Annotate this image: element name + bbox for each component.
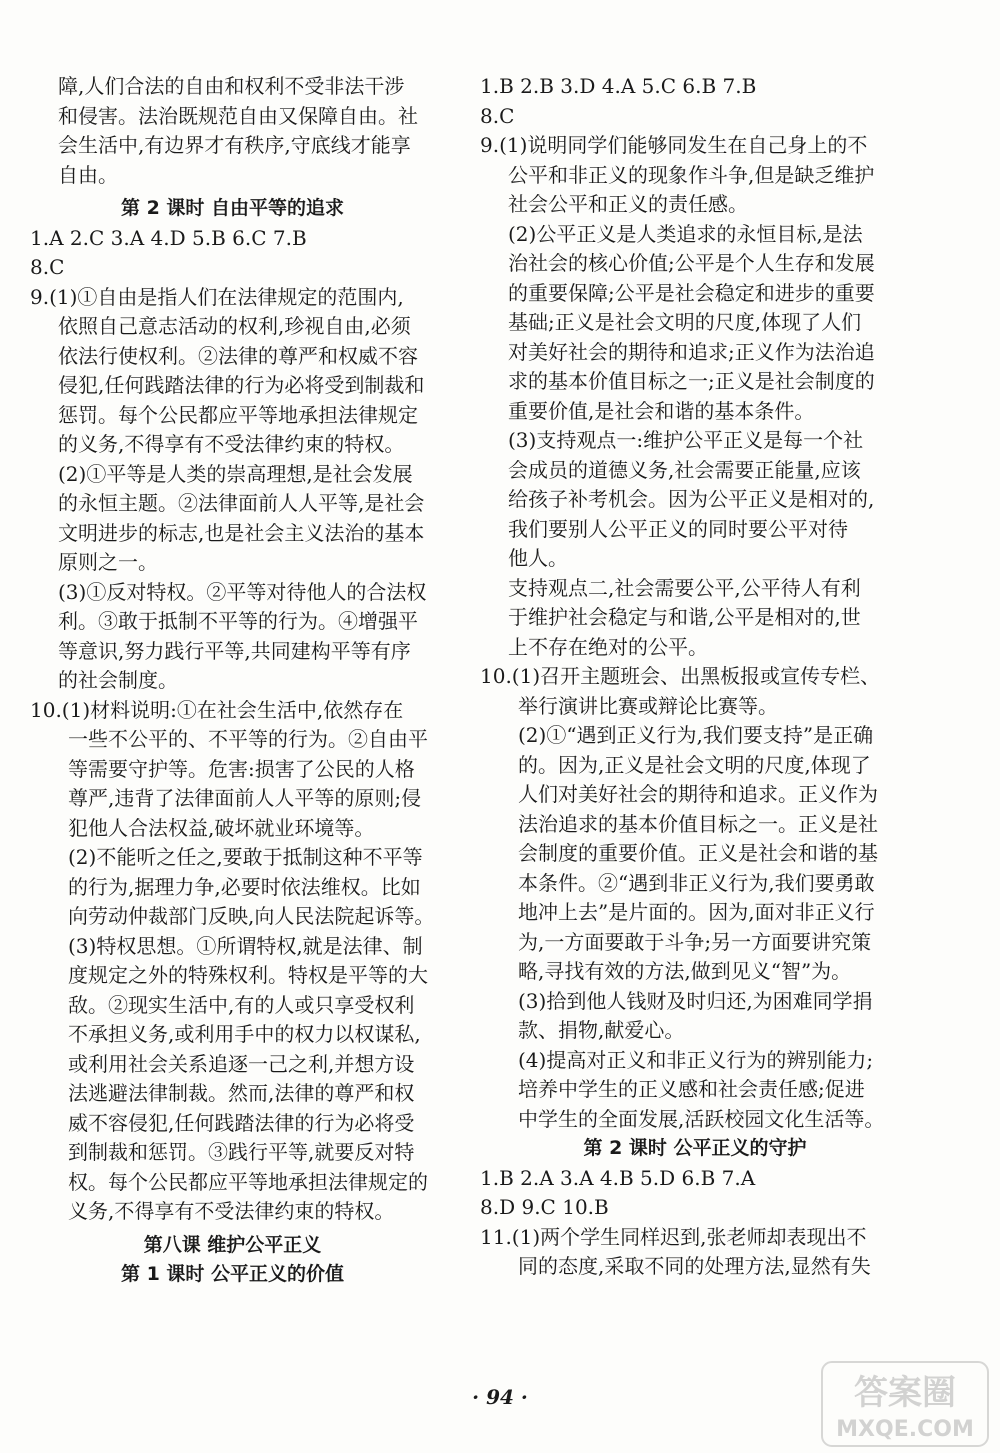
- section-heading-freedom-equality: 第 2 课时 自由平等的追求: [120, 197, 345, 219]
- text-line: 惩罚。每个公民都应平等地承担法律规定: [58, 402, 418, 427]
- lesson-heading-fairness-justice: 第八课 维护公平正义: [143, 1233, 322, 1256]
- text-line: 法治追求的基本价值目标之一。正义是社: [518, 811, 878, 836]
- text-line: (2)不能听之任之,要敢于抵制这种不平等: [68, 845, 423, 869]
- left-column: [30, 72, 435, 1290]
- question-9-part-2: [30, 460, 435, 578]
- text-line: 同的态度,采取不同的处理方法,显然有失: [518, 1254, 871, 1278]
- watermark-logo: [820, 1360, 990, 1448]
- text-line: 9.(1)①自由是指人们在法律规定的范围内,: [30, 284, 404, 309]
- text-line: 1.A 2.C 3.A 4.D 5.B 6.C 7.B: [30, 225, 307, 250]
- text-line: 法逃避法律制裁。然而,法律的尊严和权: [68, 1081, 415, 1105]
- text-line: 8.C: [480, 103, 515, 128]
- text-line: 培养中学生的正义感和社会责任感;促进: [518, 1077, 865, 1101]
- text-line: 社会公平和正义的责任感。: [508, 192, 748, 216]
- text-line: 不承担义务,或利用手中的权力以权谋私,: [68, 1022, 421, 1046]
- text-line: 1.B 2.A 3.A 4.B 5.D 6.B 7.A: [480, 1165, 756, 1190]
- text-line: 威不容侵犯,任何践踏法律的行为必将受: [68, 1110, 415, 1135]
- text-line: 依照自己意志活动的权利,珍视自由,必须: [58, 314, 411, 338]
- text-line: 11.(1)两个学生同样迟到,张老师却表现出不: [480, 1224, 867, 1249]
- question-9-part-3: [480, 426, 910, 662]
- text-line: 基础;正义是社会文明的尺度,体现了人们: [508, 310, 862, 334]
- question-10-part-1: [30, 696, 435, 844]
- text-line: (2)①“遇到正义行为,我们要支持”是正确: [518, 723, 874, 747]
- left-paragraph-continuation: [30, 72, 435, 190]
- text-line: 向劳动仲裁部门反映,向人民法院起诉等。: [68, 904, 435, 928]
- question-11-part-1: [480, 1223, 910, 1282]
- text-line: 原则之一。: [58, 550, 158, 574]
- text-line: 地冲上去”是片面的。因为,面对非正义行: [518, 900, 875, 924]
- text-line: 敌。②现实生活中,有的人或只享受权利: [68, 992, 415, 1017]
- text-line: 支持观点二,社会需要公平,公平待人有利: [508, 575, 861, 600]
- text-line: 略,寻找有效的方法,做到见义“智”为。: [518, 959, 852, 983]
- question-9-part-2: [480, 220, 910, 427]
- text-line: 的义务,不得享有不受法律约束的特权。: [58, 432, 405, 456]
- text-line: 依法行使权利。②法律的尊严和权威不容: [58, 343, 418, 368]
- text-line: 8.D 9.C 10.B: [480, 1195, 609, 1219]
- text-line: 10.(1)召开主题班会、出黑板报或宣传专栏、: [480, 664, 881, 688]
- text-line: 为,一方面要敢于斗争;另一方面要讲究策: [518, 929, 872, 954]
- question-10-part-1: [480, 662, 910, 721]
- question-10-part-2: [480, 721, 910, 987]
- text-line: (2)①平等是人类的崇高理想,是社会发展: [58, 461, 413, 486]
- text-line: 到制裁和惩罚。③践行平等,就要反对特: [68, 1140, 415, 1164]
- text-line: 文明进步的标志,也是社会主义法治的基本: [58, 520, 425, 545]
- text-line: 举行演讲比赛或辩论比赛等。: [518, 693, 778, 718]
- text-line: 利。③敢于抵制不平等的行为。④增强平: [58, 609, 418, 633]
- text-line: (4)提高对正义和非正义行为的辨别能力;: [518, 1047, 874, 1072]
- text-line: 的重要保障;公平是社会稳定和进步的重要: [508, 280, 875, 305]
- text-line: 本条件。②“遇到非正义行为,我们要勇敢: [518, 870, 875, 895]
- section-heading-protection: 第 2 课时 公平正义的守护: [583, 1137, 807, 1159]
- text-line: 障,人们合法的自由和权利不受非法干涉: [58, 74, 405, 98]
- text-line: 公平和非正义的现象作斗争,但是缺乏维护: [508, 162, 875, 187]
- answer-key-choice: [30, 224, 435, 283]
- text-line: 义务,不得享有不受法律约束的特权。: [68, 1199, 395, 1223]
- watermark-url: MXQE.COM: [836, 1417, 974, 1442]
- text-line: 对美好社会的期待和追求;正义作为法治追: [508, 339, 875, 364]
- text-line: 中学生的全面发展,活跃校园文化生活等。: [518, 1106, 885, 1131]
- text-line: 度规定之外的特殊权利。特权是平等的大: [68, 963, 428, 987]
- text-line: 我们要别人公平正义的同时要公平对待: [508, 516, 848, 541]
- text-line: 会制度的重要价值。正义是社会和谐的基: [518, 841, 878, 865]
- answer-key-choice: [480, 1164, 910, 1223]
- question-10-part-2: [30, 843, 435, 932]
- text-line: 治社会的核心价值;公平是个人生存和发展: [508, 251, 875, 275]
- text-line: 的行为,据理力争,必要时依法维权。比如: [68, 874, 421, 899]
- text-line: 10.(1)材料说明:①在社会生活中,依然存在: [30, 697, 404, 722]
- text-line: 8.C: [30, 255, 65, 279]
- text-line: (3)①反对特权。②平等对待他人的合法权: [58, 579, 427, 604]
- text-line: (3)拾到他人钱财及时归还,为困难同学捐: [518, 988, 873, 1013]
- text-line: 等需要守护等。危害:损害了公民的人格: [68, 756, 415, 781]
- text-line: 他人。: [508, 546, 568, 570]
- watermark-text: 答案圈: [854, 1373, 956, 1413]
- text-line: 人们对美好社会的期待和追求。正义作为: [518, 782, 878, 806]
- text-line: 等意识,努力践行平等,共同建构平等有序: [58, 638, 411, 663]
- text-line: (2)公平正义是人类追求的永恒目标,是法: [508, 221, 863, 246]
- text-line: 的永恒主题。②法律面前人人平等,是社会: [58, 491, 425, 515]
- text-line: 重要价值,是社会和谐的基本条件。: [508, 398, 815, 423]
- page-number: · 94 ·: [472, 1385, 528, 1409]
- text-line: (3)支持观点一:维护公平正义是每一个社: [508, 428, 864, 452]
- question-9-part-3: [30, 578, 435, 696]
- text-line: 的。因为,正义是社会文明的尺度,体现了: [518, 752, 871, 777]
- text-line: 一些不公平的、不平等的行为。②自由平: [68, 727, 428, 751]
- text-line: 侵犯,任何践踏法律的行为必将受到制裁和: [58, 373, 425, 397]
- question-9-part-1: [480, 131, 910, 220]
- question-10-part-3: [30, 932, 435, 1227]
- text-line: 的社会制度。: [58, 668, 178, 692]
- section-heading-value: 第 1 课时 公平正义的价值: [120, 1263, 345, 1285]
- text-line: 会生活中,有边界才有秩序,守底线才能享: [58, 133, 411, 157]
- text-line: 款、捐物,献爱心。: [518, 1018, 685, 1042]
- text-line: 上不存在绝对的公平。: [508, 634, 708, 659]
- text-line: 给孩子补考机会。因为公平正义是相对的,: [508, 487, 875, 511]
- text-line: 9.(1)说明同学们能够同发生在自己身上的不: [480, 133, 868, 157]
- text-line: 或利用社会关系追逐一己之利,并想方设: [68, 1051, 415, 1076]
- text-line: 1.B 2.B 3.D 4.A 5.C 6.B 7.B: [480, 74, 757, 98]
- text-line: 自由。: [58, 162, 118, 187]
- answer-key-choice: [480, 72, 910, 131]
- text-line: 犯他人合法权益,破坏就业环境等。: [68, 815, 375, 840]
- question-10-part-3: [480, 987, 910, 1046]
- text-line: 权。每个公民都应平等地承担法律规定的: [68, 1169, 428, 1194]
- text-line: (3)特权思想。①所谓特权,就是法律、制: [68, 933, 423, 958]
- right-column: [480, 72, 910, 1282]
- text-line: 和侵害。法治既规范自由又保障自由。社: [58, 103, 418, 128]
- question-9-part-1: [30, 283, 435, 460]
- text-line: 尊严,违背了法律面前人人平等的原则;侵: [68, 786, 422, 810]
- text-line: 会成员的道德义务,社会需要正能量,应该: [508, 457, 861, 482]
- question-10-part-4: [480, 1046, 910, 1135]
- text-line: 求的基本价值目标之一;正义是社会制度的: [508, 369, 875, 393]
- text-line: 于维护社会稳定与和谐,公平是相对的,世: [508, 605, 861, 629]
